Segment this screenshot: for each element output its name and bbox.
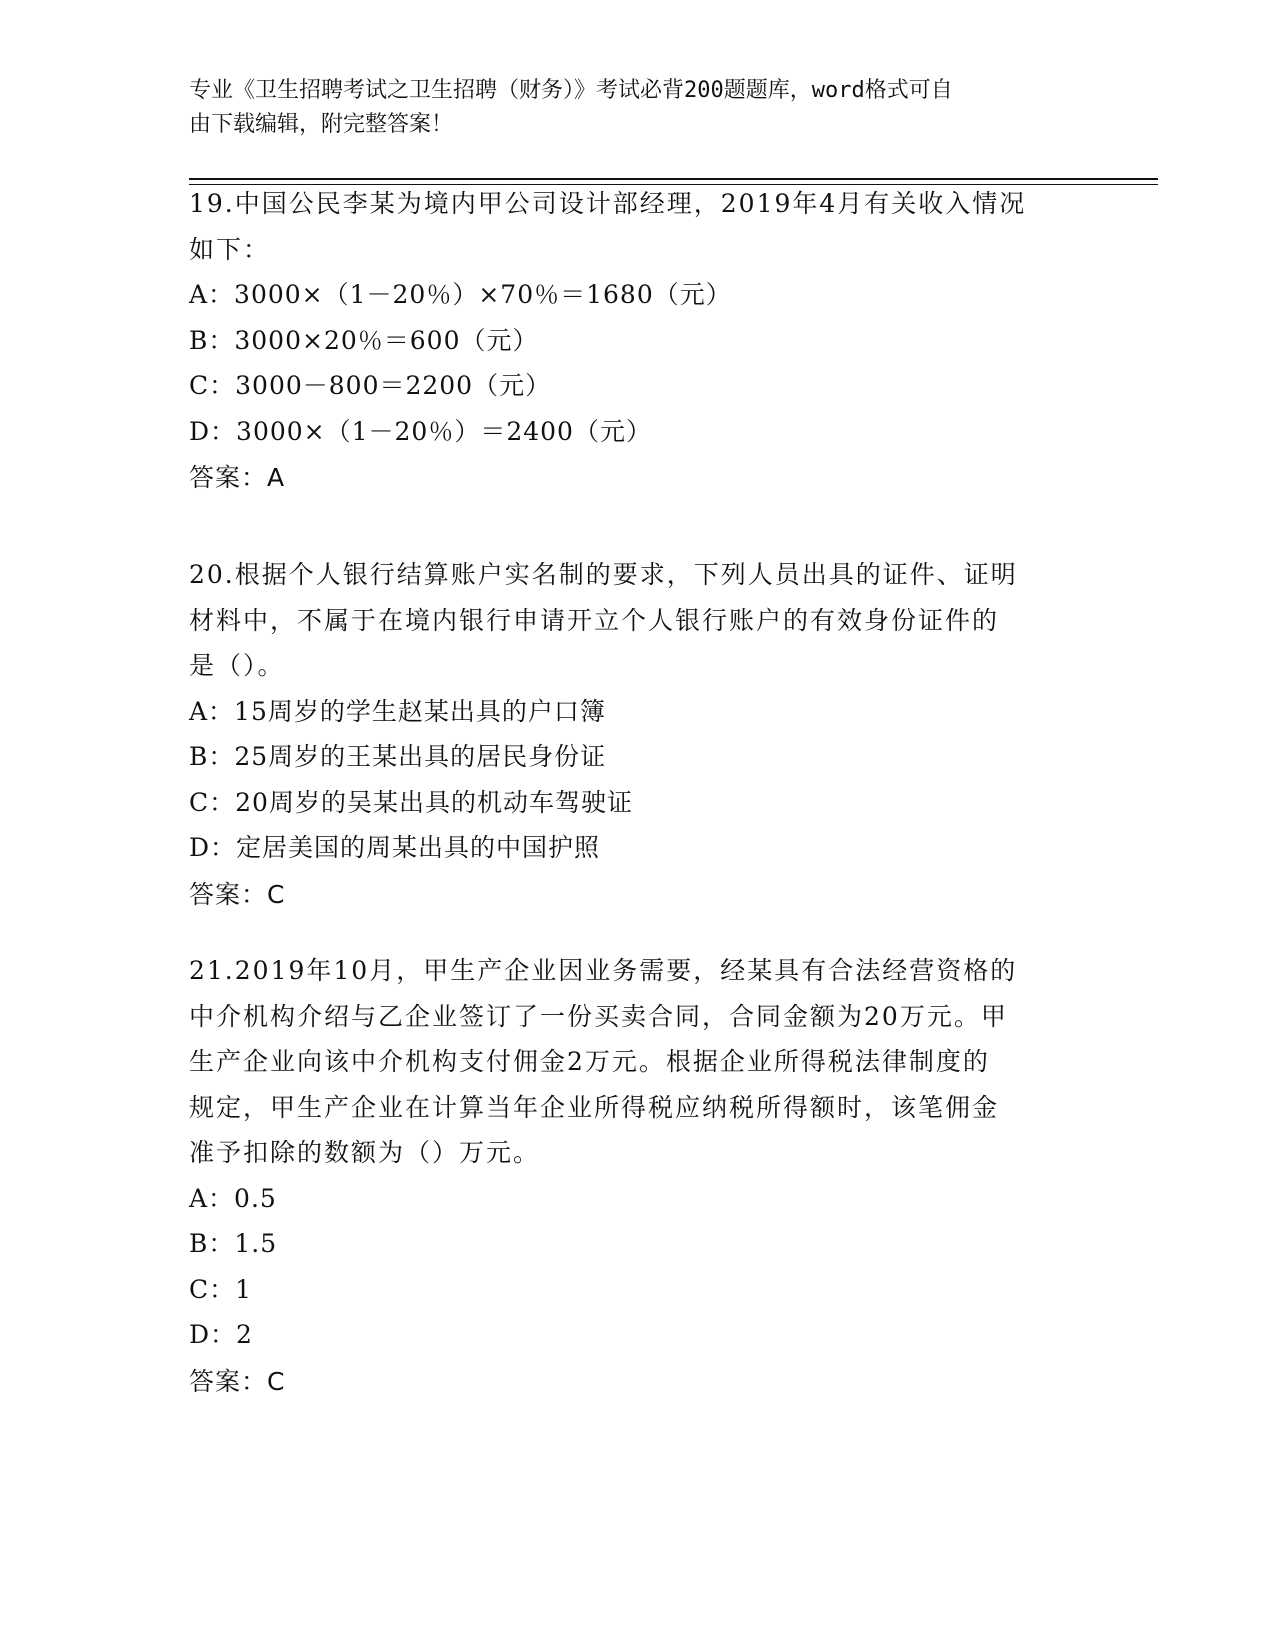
option-a: A：3000×（1－20％）×70％＝1680（元）: [189, 280, 732, 309]
answer: 答案：C: [189, 879, 286, 909]
stem-line: 材料中，不属于在境内银行申请开立个人银行账户的有效身份证件的: [189, 605, 1000, 635]
option-d: D：3000×（1－20％）＝2400（元）: [189, 416, 652, 446]
option-c: C：3000－800＝2200（元）: [189, 371, 552, 400]
stem-line: 规定，甲生产企业在计算当年企业所得税应纳税所得额时，该笔佣金: [189, 1092, 1000, 1122]
header-line: 专业《卫生招聘考试之卫生招聘（财务）》考试必背200题题库，word格式可自: [189, 78, 953, 103]
option-a: A：15周岁的学生赵某出具的户口簿: [189, 696, 606, 726]
answer: 答案：A: [189, 463, 286, 492]
option-d: D：定居美国的周某出具的中国护照: [189, 833, 601, 862]
option-c: C：20周岁的吴某出具的机动车驾驶证: [189, 787, 633, 817]
stem-line: 生产企业向该中介机构支付佣金2万元。根据企业所得税法律制度的: [189, 1047, 990, 1076]
header-divider: [189, 178, 1158, 180]
stem-line: 是（）。: [189, 651, 285, 680]
stem-line: 准予扣除的数额为（）万元。: [189, 1138, 541, 1167]
question-stem: [189, 948, 1089, 1176]
header-line: 由下载编辑，附完整答案！: [189, 112, 454, 137]
question-stem: [189, 181, 1089, 272]
stem-line: 20.根据个人银行结算账户实名制的要求，下列人员出具的证件、证明: [189, 560, 1018, 589]
question-stem: [189, 552, 1089, 689]
option-b: B：25周岁的王某出具的居民身份证: [189, 742, 607, 771]
question-19: [189, 181, 1089, 501]
option-a: A：0.5: [189, 1183, 277, 1213]
stem-line: 如下：: [189, 234, 271, 264]
option-b: B：1.5: [189, 1229, 278, 1258]
document-header: [189, 74, 1089, 142]
option-d: D：2: [189, 1320, 253, 1349]
option-c: C：1: [189, 1274, 253, 1304]
answer: 答案：C: [189, 1366, 286, 1396]
question-21: [189, 948, 1089, 1405]
stem-line: 21.2019年10月，甲生产企业因业务需要，经某具有合法经营资格的: [189, 956, 1018, 985]
question-20: [189, 552, 1089, 918]
stem-line: 19.中国公民李某为境内甲公司设计部经理，2019年4月有关收入情况: [189, 189, 1027, 218]
stem-line: 中介机构介绍与乙企业签订了一份买卖合同，合同金额为20万元。甲: [189, 1001, 1008, 1031]
option-b: B：3000×20％＝600（元）: [189, 325, 539, 355]
